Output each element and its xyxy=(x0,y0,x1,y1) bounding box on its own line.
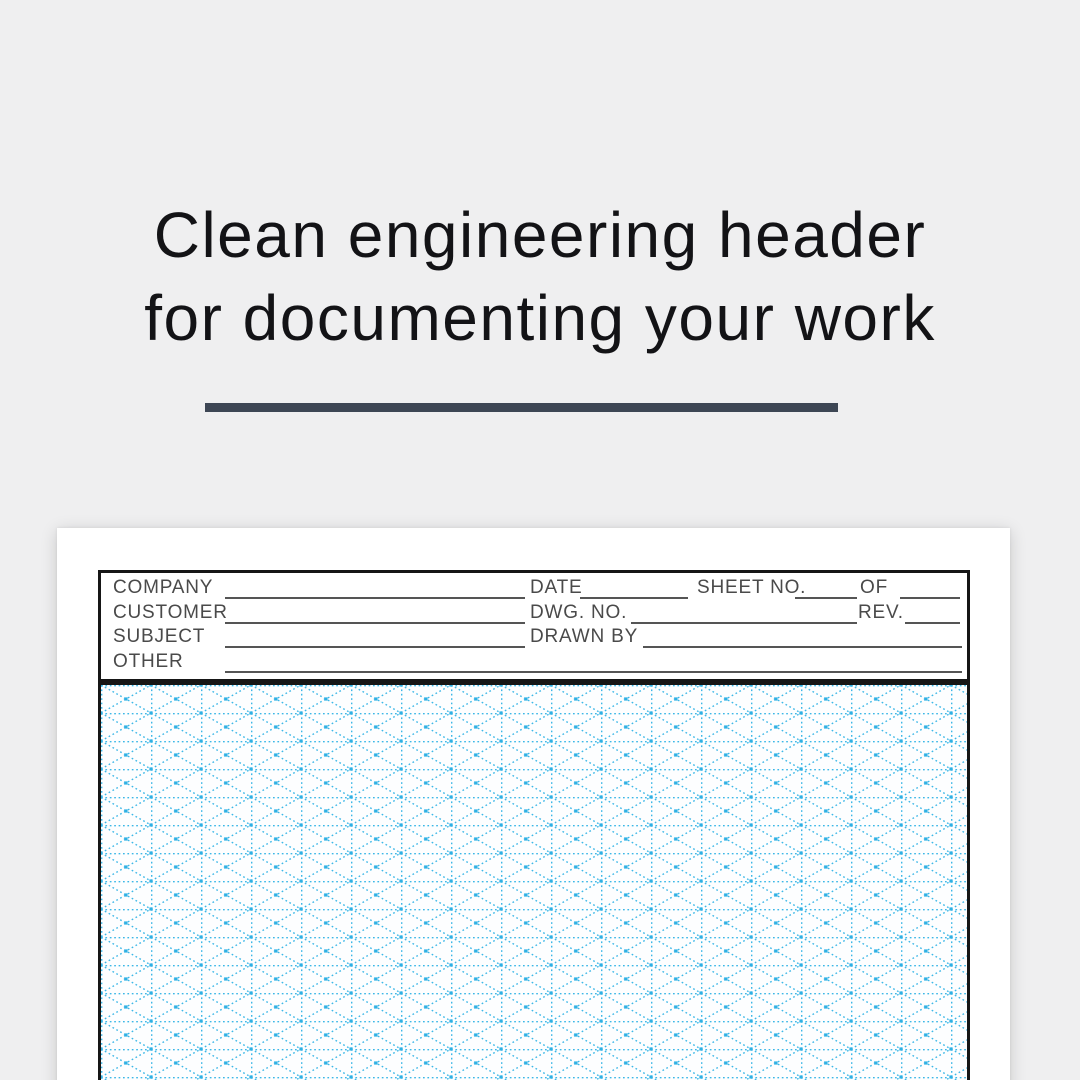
rev-blank-line xyxy=(905,622,960,624)
company-label: COMPANY xyxy=(113,577,214,598)
date-blank-line xyxy=(580,597,688,599)
isometric-grid-area xyxy=(98,682,970,1080)
hero-section xyxy=(0,0,1080,412)
company-blank-line xyxy=(225,597,525,599)
page-title-line-2: for documenting your work xyxy=(144,282,936,354)
dwg-no-label: DWG. NO. xyxy=(530,602,628,623)
of-blank-line xyxy=(900,597,960,599)
page-title-line-1: Clean engineering header xyxy=(153,199,927,271)
rev-label: REV. xyxy=(858,602,904,623)
sheet-no-blank-line xyxy=(795,597,857,599)
dwg-no-blank-line xyxy=(631,622,857,624)
headline-underline-bar xyxy=(205,403,838,412)
other-label: OTHER xyxy=(113,651,184,672)
subject-blank-line xyxy=(225,646,525,648)
page-title xyxy=(0,194,1080,360)
graph-paper-sheet xyxy=(57,528,1010,1080)
drawn-by-blank-line xyxy=(643,646,962,648)
subject-label: SUBJECT xyxy=(113,626,206,647)
isometric-grid-pattern xyxy=(101,685,967,1080)
engineering-title-block xyxy=(98,570,970,682)
date-label: DATE xyxy=(530,577,583,598)
drawn-by-label: DRAWN BY xyxy=(530,626,639,647)
customer-label: CUSTOMER xyxy=(113,602,228,623)
other-blank-line xyxy=(225,671,962,673)
customer-blank-line xyxy=(225,622,525,624)
of-label: OF xyxy=(860,577,888,598)
sheet-no-label: SHEET NO. xyxy=(697,577,807,598)
